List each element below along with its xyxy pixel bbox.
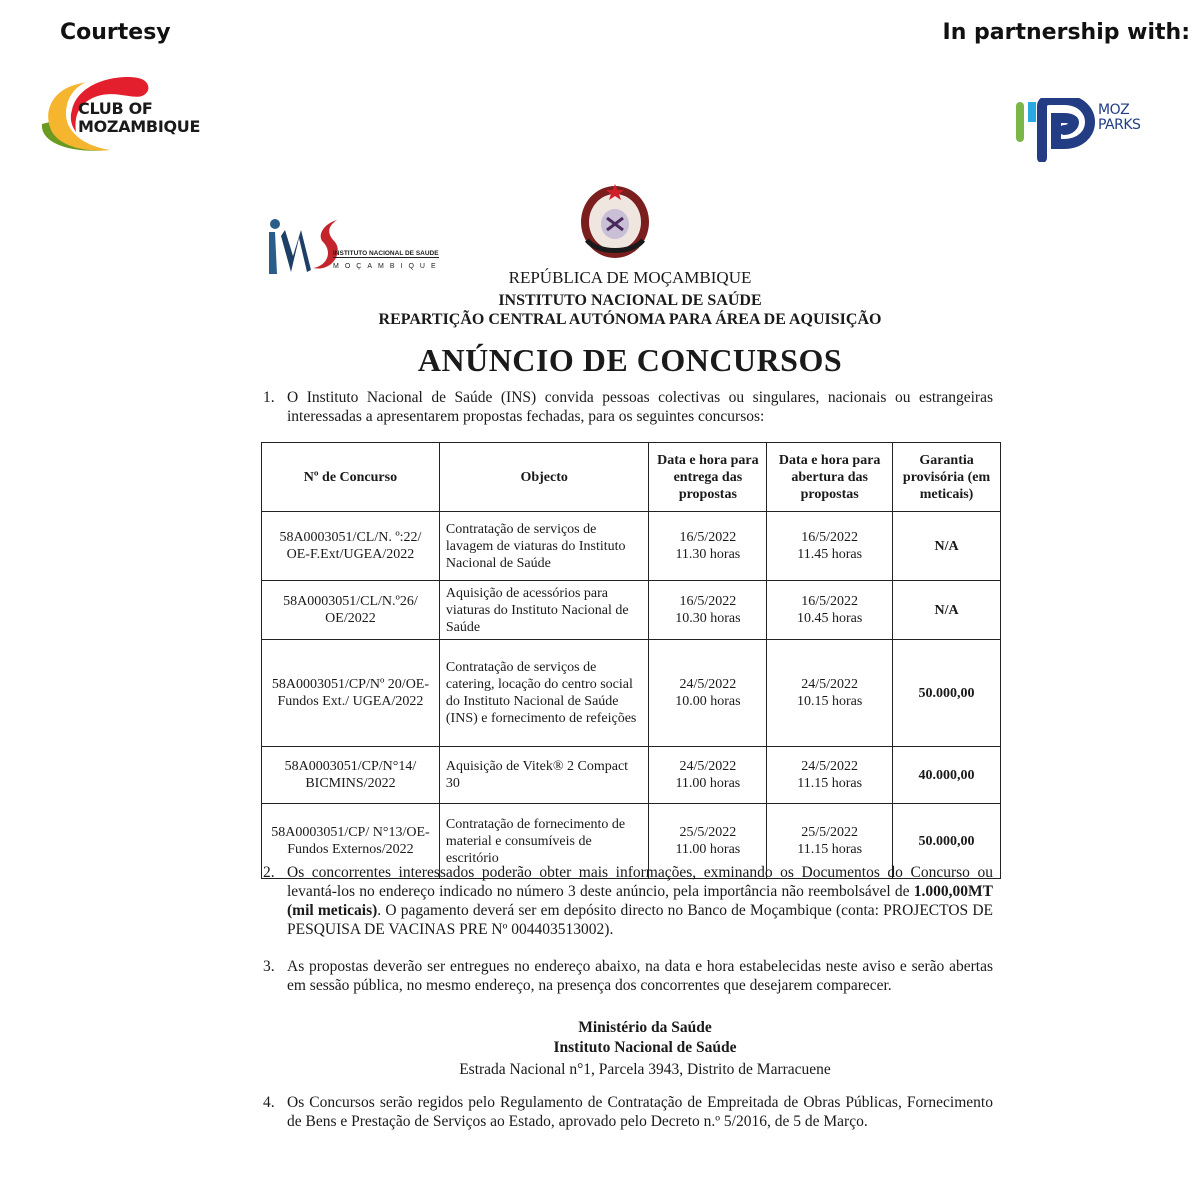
cell-guarantee <box>893 581 1001 640</box>
paragraph-4-number: 4. <box>263 1094 275 1111</box>
ins-logo-line1: INSTITUTO NACIONAL DE SAUDE <box>333 250 439 257</box>
paragraph-3-number: 3. <box>263 958 275 975</box>
paragraph-2-text-a: Os concorrentes interessados poderão obter mais informações, exminando os Documentos do Concurso ou levantá-los no endereço indicado no número 3 deste anúncio, pela importância não reembolsável de <box>287 864 993 900</box>
address-street: Estrada Nacional n°1, Parcela 3943, Distrito de Marracuene <box>459 1061 831 1078</box>
cell-opening-datetime-line: 24/5/2022 <box>801 677 859 692</box>
cell-opening-datetime <box>767 640 893 747</box>
cell-opening-datetime-line: 25/5/2022 <box>801 825 859 840</box>
cell-tender-number-line: 58A0003051/CL/N. º:22/ OE-F.Ext/UGEA/2022 <box>279 530 422 562</box>
table-header-row <box>262 443 1001 512</box>
cell-delivery-datetime <box>649 640 767 747</box>
table-row <box>262 640 1001 747</box>
cell-delivery-datetime-line: 24/5/2022 <box>679 677 737 692</box>
cell-delivery-datetime-line: 11.30 horas <box>675 547 741 562</box>
cell-guarantee <box>893 512 1001 581</box>
table-row <box>262 512 1001 581</box>
cell-tender-number-line: 58A0003051/CP/Nº 20/OE-Fundos Ext./ UGEA/2022 <box>271 677 430 709</box>
cell-delivery-datetime-line: 16/5/2022 <box>679 594 737 609</box>
tender-announcement-document <box>255 170 1005 1180</box>
paragraph-2-text <box>287 863 993 939</box>
moz-logo-text-line2: PARKS <box>1098 117 1141 133</box>
cell-object-line: Aquisição de Vitek® 2 Compact 30 <box>445 759 629 791</box>
cell-tender-number-line: 58A0003051/CP/ N°13/OE-Fundos Externos/2022 <box>271 825 430 857</box>
cell-opening-datetime-line: 11.45 horas <box>797 547 863 562</box>
ins-logo-line2: MOÇAMBIQUE <box>333 263 442 270</box>
cell-opening-datetime-line: 16/5/2022 <box>801 530 859 545</box>
document-title: ANÚNCIO DE CONCURSOS <box>417 342 843 378</box>
moz-logo-text-line1: MOZ <box>1098 102 1130 118</box>
cell-opening-datetime-line: 24/5/2022 <box>801 759 859 774</box>
cell-guarantee-line: N/A <box>934 602 959 618</box>
moz-logo-green-bar <box>1016 102 1024 142</box>
cell-object <box>439 747 649 804</box>
cell-tender-number <box>262 581 440 640</box>
paragraph-1 <box>263 388 993 426</box>
cell-opening-datetime-line: 11.15 horas <box>797 842 863 857</box>
header-delivery-datetime: Data e hora para entrega das propostas <box>649 443 767 512</box>
cell-delivery-datetime <box>649 512 767 581</box>
cell-tender-number-line: 58A0003051/CL/N.º26/ OE/2022 <box>283 594 418 626</box>
paragraph-1-text: O Instituto Nacional de Saúde (INS) convida pessoas colectivas ou singulares, nacionais ou estrangeiras interessadas a apresentarem propostas fechadas, para os seguintes concursos: <box>287 389 993 425</box>
moz-logo-blue-bar <box>1028 102 1036 122</box>
paragraph-2-fee: 1.000,00MT (mil meticais) <box>287 883 993 919</box>
paragraph-2-text-b: . O pagamento deverá ser em depósito directo no Banco de Moçambique (conta: PROJECTOS DE PESQUISA DE VACINAS PRE Nº 004403513002). <box>287 902 993 938</box>
cell-object-line: Contratação de serviços de lavagem de viaturas do Instituto Nacional de Saúde <box>445 521 626 571</box>
cell-guarantee <box>893 747 1001 804</box>
mozambique-emblem-icon <box>577 178 653 260</box>
cell-object-line: Contratação de serviços de catering, locação do centro social do Instituto Nacional de Saúde (INS) e fornecimento de refeições <box>445 660 637 726</box>
club-logo-text-line1: CLUB OF <box>78 99 153 118</box>
paragraph-4-text: Os Concursos serão regidos pelo Regulamento de Contratação de Empreitada de Obras Públicas, Fornecimento de Bens e Prestação de Serviços ao Estado, aprovado pelo Decreto n.º 5/2016, de 5 de Março. <box>287 1094 993 1130</box>
header-tender-number: Nº de Concurso <box>262 443 440 512</box>
cell-opening-datetime-line: 16/5/2022 <box>801 594 859 609</box>
cell-tender-number <box>262 512 440 581</box>
institute-heading: INSTITUTO NACIONAL DE SAÚDE <box>498 292 762 309</box>
cell-guarantee-line: N/A <box>934 538 959 554</box>
cell-object <box>439 512 649 581</box>
cell-opening-datetime <box>767 581 893 640</box>
moz-logo-p-shape <box>1042 100 1090 158</box>
cell-guarantee <box>893 640 1001 747</box>
paragraph-4 <box>263 1093 993 1131</box>
paragraph-3-text: As propostas deverão ser entregues no endereço abaixo, na data e hora estabelecidas neste aviso e serão abertas em sessão pública, no mesmo endereço, na presença dos concorrentes que desejarem comparecer. <box>287 958 993 994</box>
moz-parks-logo-text <box>1098 103 1140 133</box>
club-logo-text-line2: MOZAMBIQUE <box>78 117 201 136</box>
cell-delivery-datetime-line: 10.00 horas <box>675 694 741 709</box>
cell-delivery-datetime-line: 25/5/2022 <box>679 825 737 840</box>
cell-delivery-datetime-line: 11.00 horas <box>675 776 741 791</box>
header-object: Objecto <box>439 443 649 512</box>
cell-opening-datetime <box>767 512 893 581</box>
cell-guarantee-line: 50.000,00 <box>918 685 975 701</box>
cell-delivery-datetime-line: 10.30 horas <box>675 611 741 626</box>
department-heading: REPARTIÇÃO CENTRAL AUTÓNOMA PARA ÁREA DE AQUISIÇÃO <box>378 311 882 328</box>
cell-opening-datetime-line: 10.45 horas <box>797 611 863 626</box>
cell-delivery-datetime-line: 24/5/2022 <box>679 759 737 774</box>
paragraph-3 <box>263 957 993 995</box>
paragraph-2 <box>263 863 993 939</box>
header-guarantee: Garantia provisória (em meticais) <box>893 443 1001 512</box>
cell-object-line: Aquisição de acessórios para viaturas do Instituto Nacional de Saúde <box>445 585 629 635</box>
table-row <box>262 747 1001 804</box>
paragraph-2-number: 2. <box>263 864 275 881</box>
header-opening-datetime: Data e hora para abertura das propostas <box>767 443 893 512</box>
cell-tender-number <box>262 640 440 747</box>
table-row <box>262 581 1001 640</box>
cell-delivery-datetime-line: 11.00 horas <box>675 842 741 857</box>
cell-object <box>439 581 649 640</box>
cell-object-line: Contratação de fornecimento de material e consumíveis de escritório <box>445 816 626 866</box>
cell-guarantee-line: 50.000,00 <box>918 833 975 849</box>
cell-opening-datetime <box>767 747 893 804</box>
cell-delivery-datetime <box>649 747 767 804</box>
address-institute: Instituto Nacional de Saúde <box>553 1039 737 1056</box>
cell-tender-number <box>262 747 440 804</box>
cell-delivery-datetime <box>649 581 767 640</box>
cell-delivery-datetime-line: 16/5/2022 <box>679 530 737 545</box>
courtesy-label: Courtesy <box>60 20 171 45</box>
paragraph-1-number: 1. <box>263 389 275 406</box>
cell-guarantee-line: 40.000,00 <box>918 767 975 783</box>
partner-label: In partnership with: <box>942 20 1190 45</box>
club-logo-text <box>78 100 200 136</box>
cell-opening-datetime-line: 10.15 horas <box>797 694 863 709</box>
cell-tender-number-line: 58A0003051/CP/N°14/ BICMINS/2022 <box>284 759 417 791</box>
address-ministry: Ministério da Saúde <box>578 1019 712 1036</box>
cell-object <box>439 640 649 747</box>
tenders-table <box>261 442 1001 879</box>
republic-heading: REPÚBLICA DE MOÇAMBIQUE <box>508 268 752 287</box>
cell-opening-datetime-line: 11.15 horas <box>797 776 863 791</box>
